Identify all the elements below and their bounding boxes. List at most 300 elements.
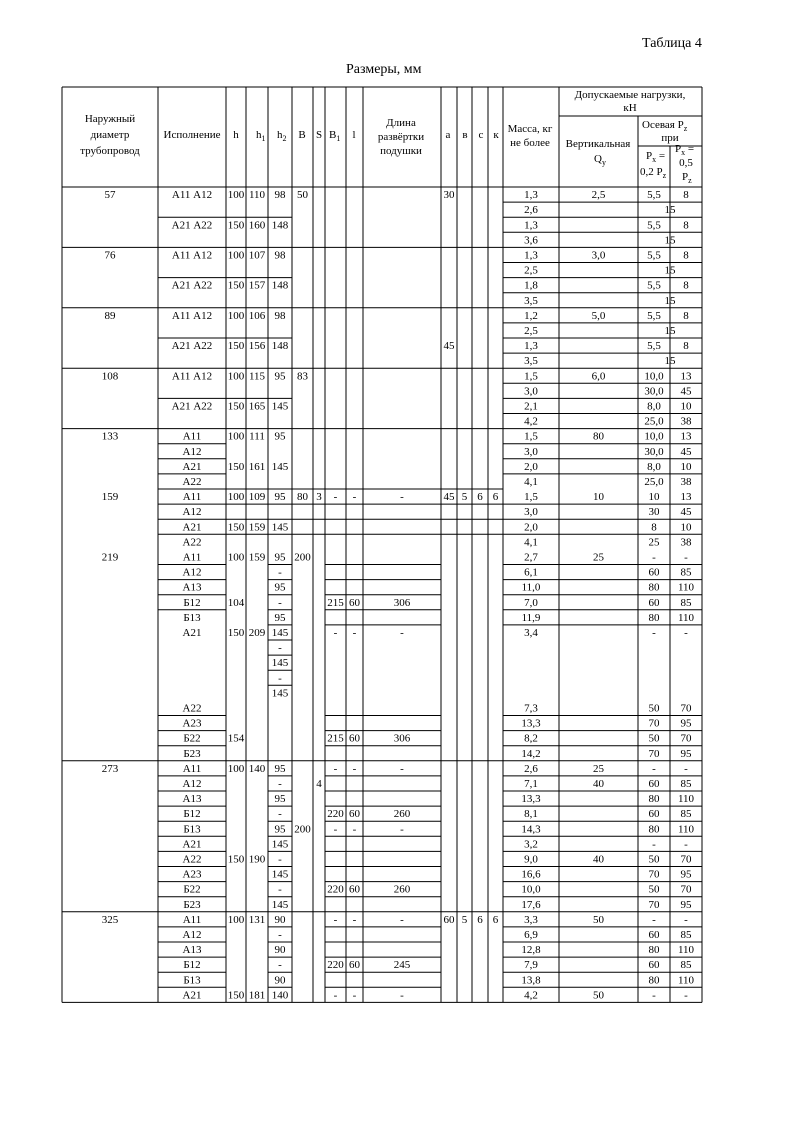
table-cell: 90 [274, 974, 286, 987]
table-cell: 6 [477, 913, 483, 926]
table-cell: А23 [182, 717, 202, 730]
table-cell: А11 А12 [171, 309, 213, 322]
table-cell: А11 А12 [171, 249, 213, 262]
table-cell: 60 [648, 929, 660, 941]
table-cell: 70 [648, 717, 660, 730]
table-cell: 8 [683, 309, 689, 322]
table-cell: 8 [683, 279, 689, 292]
table-cell: - [684, 838, 688, 851]
header-loads-1: Допускаемые нагрузки, [574, 89, 686, 101]
header-v: в [462, 129, 468, 141]
table-cell: 220 [327, 808, 344, 821]
table-cell: 200 [294, 551, 311, 564]
table-cell: 100 [227, 430, 245, 443]
table-cell: - [400, 989, 404, 1002]
table-cell: 80 [648, 581, 660, 594]
table-cell: 70 [680, 853, 692, 866]
table-cell: 3,0 [591, 249, 606, 262]
table-cell: 8,0 [647, 400, 661, 413]
table-cell: - [352, 491, 357, 504]
table-cell: 50 [648, 702, 660, 715]
table-cell: 95 [680, 747, 692, 760]
table-cell: 140 [248, 762, 266, 775]
table-cell: - [333, 762, 338, 775]
table-cell: - [684, 989, 688, 1002]
table-cell: 220 [327, 959, 344, 972]
table-cell: 95 [274, 611, 286, 624]
table-cell: - [333, 491, 338, 504]
table-cell: 2,5 [591, 189, 606, 202]
table-cell: 2,5 [524, 264, 538, 277]
table-cell: 50 [648, 883, 660, 896]
table-cell: 165 [248, 400, 266, 413]
table-cell: - [652, 913, 656, 926]
table-cell: 60 [648, 959, 660, 972]
table-cell: - [352, 627, 357, 639]
header-a: a [445, 129, 451, 141]
table-cell: 6,9 [524, 929, 538, 941]
table-cell: 10,0 [644, 370, 664, 383]
table-cell: 50 [593, 913, 604, 926]
table-cell: 95 [274, 762, 286, 775]
table-cell: Б23 [183, 898, 201, 911]
table-cell: 1,5 [524, 370, 538, 383]
table-cell: А22 [182, 536, 202, 549]
table-cell: - [278, 853, 282, 866]
table-cell: 220 [327, 883, 344, 896]
table-cell: 15 [664, 264, 676, 277]
table-cell: 10,0 [644, 430, 664, 443]
table-cell: 3 [316, 491, 322, 504]
table-cell: 8,0 [647, 460, 661, 473]
table-cell: А21 [182, 460, 202, 473]
header-px02-2: 0,2 $P_z$ [640, 166, 667, 180]
table-cell: 60 [443, 913, 455, 926]
table-cell: - [333, 823, 338, 836]
table-cell: 111 [249, 430, 265, 443]
header-mass-1: Масса, кг [507, 123, 553, 135]
table-cell: - [278, 929, 282, 941]
table-cell: А22 [182, 853, 202, 866]
table-cell: 8 [683, 189, 689, 202]
table-cell: А21 А22 [171, 400, 213, 413]
table-cell: 80 [648, 793, 660, 806]
table-cell: 60 [349, 732, 360, 745]
table-cell: 45 [443, 340, 455, 353]
table-cell: 1,5 [524, 491, 538, 504]
header-k: к [493, 129, 499, 141]
table-cell: - [652, 627, 656, 639]
table-cell: 95 [680, 898, 692, 911]
table-cell: 7,9 [524, 959, 538, 972]
table-caption: Размеры, мм [346, 62, 422, 77]
table-cell: - [333, 913, 338, 926]
table-cell: 133 [101, 430, 119, 443]
table-cell: - [352, 762, 357, 775]
table-cell: 154 [227, 732, 245, 745]
table-cell: 5,0 [591, 309, 606, 322]
table-cell: 209 [248, 627, 266, 639]
table-cell: 60 [648, 566, 660, 579]
table-cell: 95 [274, 823, 286, 836]
table-cell: 7,1 [524, 778, 538, 790]
table-cell: 38 [680, 476, 692, 488]
table-cell: 8 [651, 521, 657, 534]
table-cell: 1,3 [524, 189, 538, 202]
table-cell: А22 [182, 702, 202, 715]
header-px05-3: $P_z$ [682, 171, 692, 185]
table-cell: 215 [327, 732, 344, 745]
table-cell: 3,6 [524, 234, 538, 247]
table-cell: 60 [349, 808, 360, 821]
table-cell: 110 [677, 823, 695, 836]
table-cell: 145 [271, 400, 289, 413]
table-cell: 100 [227, 762, 245, 775]
table-cell: - [652, 838, 656, 851]
table-cell: 110 [677, 581, 695, 594]
table-cell: 80 [648, 944, 660, 957]
table-cell: 2,6 [524, 762, 538, 775]
table-cell: 10 [648, 491, 660, 504]
table-cell: 14,2 [521, 747, 541, 760]
table-cell: А11 [182, 551, 202, 564]
table-cell: - [278, 808, 282, 821]
table-cell: 25 [593, 551, 604, 564]
table-cell: - [278, 959, 282, 972]
table-cell: - [400, 762, 404, 775]
table-cell: 260 [393, 883, 411, 896]
table-cell: 60 [349, 596, 360, 609]
table-cell: - [278, 566, 282, 579]
table-cell: 90 [274, 944, 286, 957]
header-b: B [298, 129, 306, 141]
table-cell: 219 [101, 551, 119, 564]
table-cell: 60 [648, 596, 660, 609]
table-cell: А13 [182, 581, 202, 594]
table-cell: 57 [104, 189, 116, 202]
table-cell: 106 [248, 309, 266, 322]
table-grid [62, 87, 702, 1002]
table-cell: 40 [593, 778, 604, 790]
table-cell: - [333, 989, 338, 1002]
table-cell: 3,2 [524, 838, 538, 851]
table-cell: 45 [680, 506, 692, 519]
table-cell: 108 [101, 370, 119, 383]
table-cell: 60 [648, 778, 660, 790]
table-cell: 95 [274, 551, 286, 564]
table-cell: 11,9 [521, 611, 541, 624]
table-cell: 3,3 [524, 913, 538, 926]
table-cell: 17,6 [521, 898, 541, 911]
table-cell: - [352, 823, 357, 836]
table-cell: А13 [182, 944, 202, 957]
table-cell: 273 [101, 762, 119, 775]
header-diameter-3: трубопровод [80, 145, 140, 157]
table-cell: 15 [664, 294, 676, 307]
table-cell: А12 [182, 506, 202, 519]
table-cell: 200 [294, 823, 311, 836]
table-cell: 148 [271, 219, 289, 232]
table-cell: 145 [271, 627, 289, 639]
table-cell: 107 [248, 249, 266, 262]
table-cell: 110 [677, 793, 695, 806]
table-cell: 30,0 [644, 385, 664, 398]
table-cell: - [684, 551, 688, 564]
table-cell: - [684, 762, 688, 775]
table-cell: 5,5 [647, 309, 661, 322]
table-cell: 95 [274, 370, 286, 383]
table-cell: - [352, 989, 357, 1002]
header-h2: $h_2$ [277, 129, 287, 143]
table-cell: 3,0 [524, 445, 538, 458]
table-cell: 10 [593, 491, 604, 504]
table-cell: 100 [227, 913, 245, 926]
table-cell: 80 [297, 491, 308, 504]
table-cell: А23 [182, 868, 202, 881]
table-cell: 85 [680, 596, 692, 609]
table-cell: 6 [492, 913, 499, 926]
table-cell: 50 [593, 989, 604, 1002]
table-cell: 85 [680, 929, 692, 941]
table-cell: 150 [227, 853, 245, 866]
table-cell: 2,7 [524, 551, 538, 564]
header-px05-1: $P_x$ = [675, 143, 695, 157]
table-cell: 159 [101, 491, 119, 504]
table-cell: 45 [680, 445, 692, 458]
table-cell: 145 [271, 460, 289, 473]
table-cell: 190 [248, 853, 266, 866]
table-cell: 15 [664, 355, 676, 368]
table-cell: 1,3 [524, 340, 538, 353]
header-s: S [315, 129, 323, 141]
table-cell: 10 [680, 460, 692, 473]
table-cell: 38 [680, 536, 692, 549]
table-cell: 25,0 [644, 476, 664, 488]
table-cell: 13 [680, 370, 692, 383]
table-cell: 131 [248, 913, 266, 926]
table-cell: 1,5 [524, 430, 538, 443]
table-cell: 45 [443, 491, 455, 504]
table-cell: 9,0 [524, 853, 538, 866]
table-cell: 70 [648, 868, 660, 881]
table-cell: 5,5 [647, 189, 661, 202]
table-cell: 15 [664, 325, 676, 337]
table-cell: А12 [182, 445, 202, 458]
table-cell: 98 [274, 309, 286, 322]
table-cell: 150 [227, 989, 245, 1002]
header-vertical-q: $Q_y$ [594, 153, 606, 167]
header-axial-1: Осевая $P_z$ [642, 119, 688, 133]
header-px05-2: 0,5 [679, 157, 693, 169]
table-cell: 104 [227, 596, 245, 609]
table-cell: 110 [677, 974, 695, 987]
table-cell: 13 [680, 430, 692, 443]
table-cell: 30 [443, 189, 455, 202]
table-cell: 6 [492, 491, 499, 504]
table-cell: 85 [680, 959, 692, 972]
header-version: Исполнение [163, 129, 221, 141]
table-cell: А12 [182, 929, 202, 941]
table-cell: 15 [664, 234, 676, 247]
table-cell: 260 [393, 808, 411, 821]
table-cell: 30 [648, 506, 660, 519]
table-cell: - [278, 883, 282, 896]
table-cell: 7,0 [524, 596, 538, 609]
header-pad-2: развёртки [377, 131, 425, 143]
table-cell: 13,3 [521, 793, 541, 806]
table-cell: А21 [182, 989, 202, 1002]
table-cell: 1,3 [524, 219, 538, 232]
header-diameter-2: диаметр [90, 129, 130, 141]
header-vertical: Вертикальная [565, 138, 631, 150]
table-cell: 12,8 [521, 944, 541, 957]
table-cell: - [278, 778, 282, 790]
table-cell: 70 [648, 898, 660, 911]
table-cell: 8 [683, 249, 689, 262]
table-cell: А12 [182, 566, 202, 579]
table-cell: - [278, 642, 282, 655]
table-cell: А22 [182, 476, 202, 488]
table-cell: 145 [271, 838, 289, 851]
table-cell: 3,5 [524, 294, 538, 307]
table-cell: - [652, 762, 656, 775]
table-cell: 3,5 [524, 355, 538, 368]
table-cell: 25,0 [644, 415, 664, 428]
header-l: l [352, 129, 356, 141]
table-cell: 70 [680, 702, 692, 715]
table-cell: 148 [271, 279, 289, 292]
table-cell: 60 [349, 883, 360, 896]
table-cell: 2,0 [524, 521, 538, 534]
table-cell: А11 [182, 430, 202, 443]
table-cell: 110 [677, 611, 695, 624]
table-cell: 5 [461, 491, 468, 504]
table-cell: - [400, 627, 404, 639]
table-cell: 8 [683, 219, 689, 232]
table-cell: 145 [271, 521, 289, 534]
header-b1: $B_1$ [329, 129, 341, 143]
table-cell: 50 [648, 853, 660, 866]
table-cell: 150 [227, 627, 245, 639]
table-cell: 60 [349, 959, 360, 972]
table-cell: А11 [182, 762, 202, 775]
table-cell: 15 [664, 204, 676, 217]
table-cell: А12 [182, 778, 202, 790]
table-cell: 1,8 [524, 279, 538, 292]
table-cell: Б13 [183, 974, 201, 987]
table-cell: А11 А12 [171, 189, 213, 202]
table-cell: 159 [248, 551, 266, 564]
table-cell: 110 [677, 944, 695, 957]
table-cell: 5,5 [647, 219, 661, 232]
table-cell: 95 [274, 491, 286, 504]
table-cell: 100 [227, 309, 245, 322]
table-cell: 7,3 [524, 702, 538, 715]
table-cell: Б13 [183, 611, 201, 624]
table-cell: А11 А12 [171, 370, 213, 383]
table-cell: 181 [248, 989, 266, 1002]
table-cell: 60 [648, 808, 660, 821]
table-cell: 83 [297, 370, 308, 383]
table-cell: 80 [648, 611, 660, 624]
table-cell: 98 [274, 249, 286, 262]
table-cell: Б22 [183, 883, 201, 896]
table-cell: А11 [182, 491, 202, 504]
table-cell: 161 [248, 460, 266, 473]
table-cell: А13 [182, 793, 202, 806]
table-cell: А11 [182, 913, 202, 926]
table-cell: А21 [182, 627, 202, 639]
table-cell: 76 [104, 249, 116, 262]
table-cell: 150 [227, 521, 245, 534]
table-cell: 80 [593, 430, 604, 443]
table-cell: 89 [104, 309, 116, 322]
table-cell: 145 [271, 687, 289, 700]
table-cell: - [400, 491, 404, 504]
table-cell: Б22 [183, 732, 201, 745]
table-cell: 2,5 [524, 325, 538, 337]
header-mass-2: не более [510, 137, 550, 149]
table-cell: 14,3 [521, 823, 541, 836]
table-cell: Б12 [183, 808, 201, 821]
table-number: Таблица 4 [642, 36, 702, 51]
table-cell: 160 [248, 219, 266, 232]
table-cell: 95 [274, 430, 286, 443]
table-cell: - [684, 627, 688, 639]
table-cell: 100 [227, 370, 245, 383]
table-cell: 95 [680, 868, 692, 881]
table-cell: 150 [227, 400, 245, 413]
table-cell: 5 [461, 913, 468, 926]
table-cell: Б13 [183, 823, 201, 836]
table-cell: 325 [101, 913, 119, 926]
table-cell: - [652, 551, 656, 564]
table-cell: 100 [227, 491, 245, 504]
table-cell: 8,1 [524, 808, 538, 821]
table-cell: А21 А22 [171, 219, 213, 232]
table-cell: 150 [227, 460, 245, 473]
table-cell: 3,0 [524, 385, 538, 398]
table-cell: - [400, 823, 404, 836]
table-cell: 25 [648, 536, 660, 549]
header-c: c [478, 129, 484, 141]
table-cell: - [684, 913, 688, 926]
table-cell: 13,3 [521, 717, 541, 730]
table-cell: 4,1 [524, 536, 538, 549]
table-cell: 95 [274, 581, 286, 594]
table-cell: 70 [680, 732, 692, 745]
table-cell: 6,1 [524, 566, 538, 579]
table-cell: 306 [393, 732, 411, 745]
table-cell: 150 [227, 219, 245, 232]
table-cell: 95 [680, 717, 692, 730]
table-cell: 16,6 [521, 868, 541, 881]
table-cell: 90 [274, 913, 286, 926]
table-cell: 50 [648, 732, 660, 745]
table-cell: 95 [274, 793, 286, 806]
table-cell: 70 [648, 747, 660, 760]
table-cell: 4,2 [524, 989, 538, 1002]
header-pad-3: подушки [380, 145, 422, 157]
table-cell: Б12 [183, 596, 201, 609]
table-cell: 4 [316, 778, 322, 790]
table-cell: 5,5 [647, 249, 661, 262]
table-cell: 5,5 [647, 279, 661, 292]
table-cell: 115 [248, 370, 266, 383]
table-cell: 159 [248, 521, 266, 534]
table-cell: 70 [680, 883, 692, 896]
table-cell: 4,1 [524, 476, 538, 488]
